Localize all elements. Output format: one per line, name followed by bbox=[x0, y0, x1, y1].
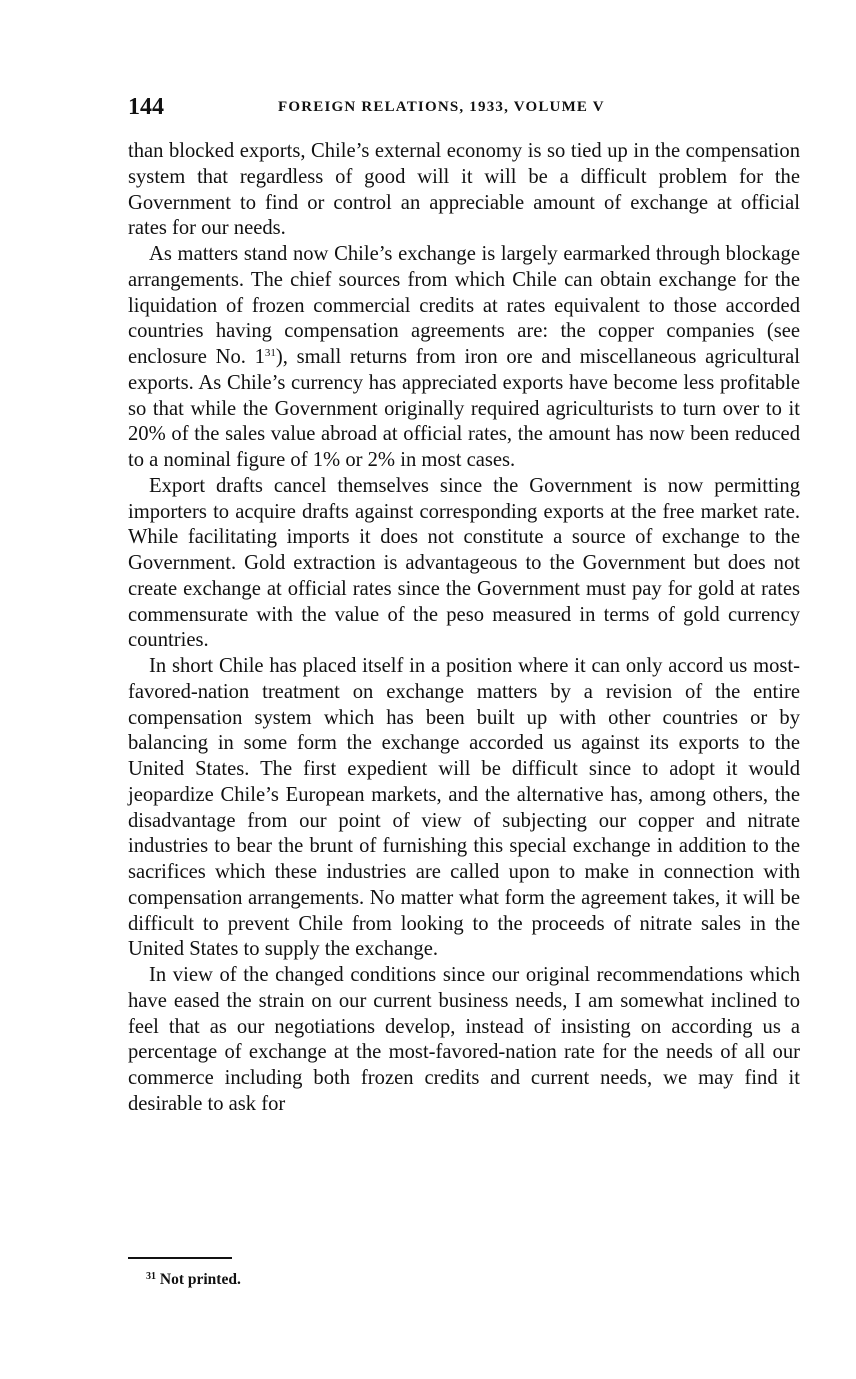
running-head: FOREIGN RELATIONS, 1933, VOLUME V bbox=[278, 99, 605, 115]
paragraph-3: Export drafts cancel themselves since the Government is now permitting importers to acquire drafts against corresponding exports at the free market rate. While facilitating imports it does not constitute a source of exchange to the Government. Gold extraction is advantageous to the Government but does not create exchange at official rates since the Government must pay for gold at rates commensurate with the value of the peso measured in terms of gold currency countries. bbox=[128, 474, 800, 652]
footnote-reference: 31 bbox=[264, 347, 276, 359]
footnote-text: Not printed. bbox=[159, 1271, 241, 1288]
footnote bbox=[146, 1270, 241, 1290]
footnote-marker: 31 bbox=[146, 1271, 156, 1282]
paragraph-2-text-a: As matters stand now Chile’s exchange is largely earmarked through blockage arrangements. The chief sources from which Chile can obtain exchange for the liquidation of frozen commercial credits at rates equivalent to those accorded countries having compensation agreements are: the copper companies (see enclosure No. 1 bbox=[128, 243, 800, 368]
footnote-divider bbox=[128, 1257, 232, 1259]
paragraph-1: than blocked exports, Chile’s external economy is so tied up in the compensation system that regardless of good will it will be a difficult problem for the Government to find or control an appreciable amount of exchange at official rates for our needs. bbox=[128, 140, 800, 240]
paragraph-2 bbox=[128, 242, 800, 474]
body-text bbox=[128, 139, 800, 1118]
page-number: 144 bbox=[128, 94, 164, 120]
paragraph-5: In view of the changed conditions since our original recommendations which have eased the strain on our current business needs, I am somewhat inclined to feel that as our negotiations develop, instead of insisting on according us a percentage of exchange at the most-favored-nation rate for the needs of all our commerce including both frozen credits and current needs, we may find it desirable to ask for bbox=[128, 964, 800, 1115]
paragraph-4: In short Chile has placed itself in a position where it can only accord us most-favored-nation treatment on exchange matters by a revision of the entire compensation system which has been built up with other countries or by balancing in some form the exchange accorded us against its exports to the United States. The first expedient will be difficult since to adopt it would jeopardize Chile’s European markets, and the alternative has, among others, the disadvantage from our point of view of subjecting our copper and nitrate industries to bear the brunt of furnishing this special exchange in addition to the sacrifices which these industries are called upon to make in connection with compensation arrangements. No matter what form the agreement takes, it will be difficult to prevent Chile from looking to the proceeds of nitrate sales in the United States to supply the exchange. bbox=[128, 655, 800, 961]
paragraph-2-text-b: ), small returns from iron ore and miscellaneous agricultural exports. As Chile’s currency has appreciated exports have become less profitable so that while the Government originally required agriculturists to turn over to it 20% of the sales value abroad at official rates, the amount has now been reduced to a nominal figure of 1% or 2% in most cases. bbox=[128, 346, 800, 471]
page-header bbox=[128, 92, 800, 122]
